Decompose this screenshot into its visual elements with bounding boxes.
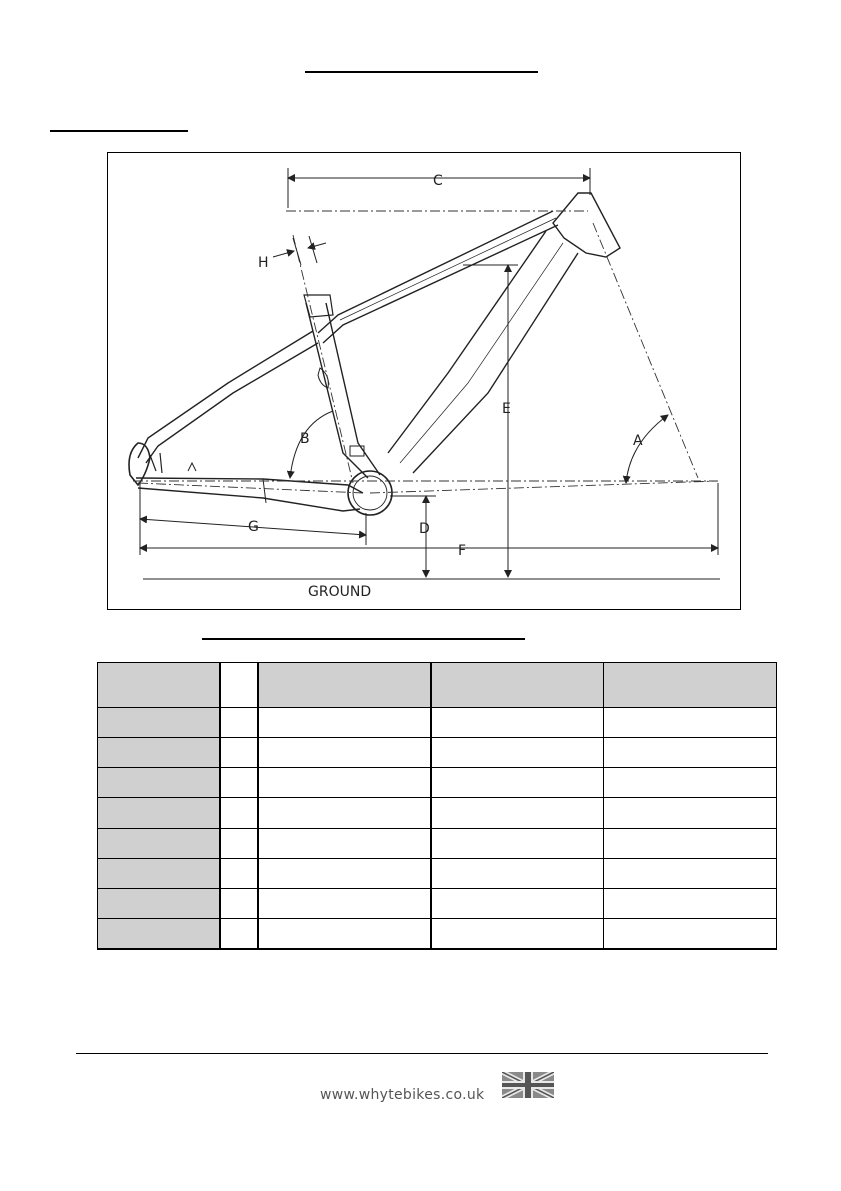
- cell: [431, 708, 604, 738]
- table-row: [98, 768, 777, 798]
- row-key: [220, 708, 258, 738]
- label-g: G: [248, 519, 259, 535]
- header-cell: [98, 663, 220, 708]
- label-c: C: [433, 173, 443, 189]
- table-row: [98, 858, 777, 888]
- row-label: [98, 708, 220, 738]
- header-cell: [220, 663, 258, 708]
- label-h: H: [258, 255, 269, 271]
- cell: [431, 798, 604, 828]
- row-key: [220, 828, 258, 858]
- label-b: B: [300, 431, 310, 447]
- title-underline: [305, 71, 538, 73]
- cell: [258, 768, 431, 798]
- cell: [431, 858, 604, 888]
- header-cell: [431, 663, 604, 708]
- cell: [604, 858, 777, 888]
- label-a: A: [633, 433, 643, 449]
- geometry-centerlines: [133, 211, 718, 493]
- dimension-lines: [140, 168, 720, 579]
- cell: [604, 768, 777, 798]
- cell: [431, 738, 604, 768]
- row-key: [220, 888, 258, 918]
- row-key: [220, 798, 258, 828]
- cell: [258, 858, 431, 888]
- footer-url[interactable]: www.whytebikes.co.uk: [320, 1087, 485, 1103]
- cell: [431, 828, 604, 858]
- cell: [431, 888, 604, 918]
- label-e: E: [502, 401, 511, 417]
- dimension-labels: [248, 173, 643, 600]
- cell: [604, 828, 777, 858]
- cell: [604, 738, 777, 768]
- section-heading-underline: [50, 130, 188, 132]
- table-row: [98, 828, 777, 858]
- table-row: [98, 738, 777, 768]
- cell: [258, 828, 431, 858]
- table-row: [98, 918, 777, 949]
- cell: [258, 708, 431, 738]
- cell: [604, 798, 777, 828]
- header-cell: [604, 663, 777, 708]
- label-f: F: [458, 543, 467, 559]
- cell: [604, 708, 777, 738]
- row-label: [98, 798, 220, 828]
- table-row: [98, 798, 777, 828]
- cell: [431, 918, 604, 949]
- row-label: [98, 918, 220, 949]
- row-key: [220, 738, 258, 768]
- bike-frame-outline: [129, 193, 620, 515]
- cell: [258, 738, 431, 768]
- table-row: [98, 888, 777, 918]
- cell: [258, 798, 431, 828]
- row-label: [98, 888, 220, 918]
- cell: [258, 918, 431, 949]
- row-label: [98, 768, 220, 798]
- label-ground: GROUND: [308, 584, 372, 600]
- row-key: [220, 768, 258, 798]
- label-d: D: [419, 521, 430, 537]
- frame-drawing: [108, 153, 742, 611]
- row-label: [98, 828, 220, 858]
- cell: [258, 888, 431, 918]
- row-key: [220, 858, 258, 888]
- union-jack-icon: [502, 1072, 554, 1098]
- header-cell: [258, 663, 431, 708]
- row-label: [98, 738, 220, 768]
- footer-divider: [76, 1053, 768, 1054]
- cell: [604, 888, 777, 918]
- table-row: [98, 708, 777, 738]
- table-heading-underline: [202, 638, 525, 640]
- row-key: [220, 918, 258, 949]
- cell: [431, 768, 604, 798]
- cell: [604, 918, 777, 949]
- table-header-row: [98, 663, 777, 708]
- frame-geometry-diagram: [107, 152, 741, 610]
- geometry-table: [97, 662, 777, 950]
- row-label: [98, 858, 220, 888]
